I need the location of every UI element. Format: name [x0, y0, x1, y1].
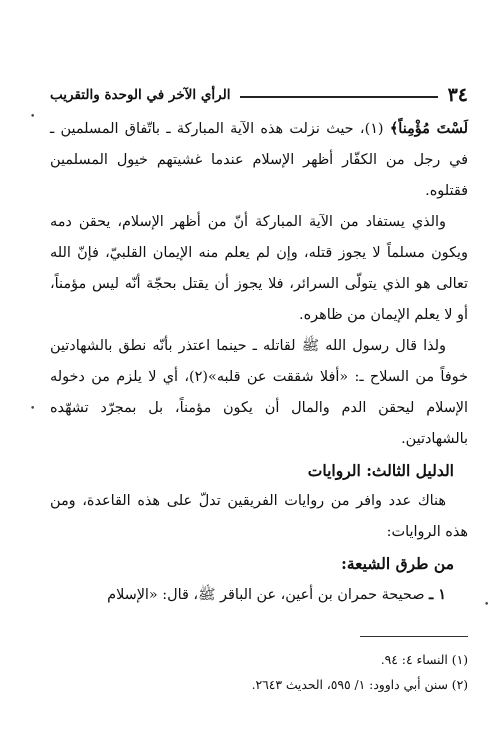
- paragraph-5-text: صحيحة حمران بن أعين، عن الباقر ﷺ، قال: «الإسلام: [107, 587, 430, 603]
- paragraph-3: [50, 331, 468, 455]
- paragraph-3-text-a: ولذا قال رسول الله ﷺ لقاتله ـ حينما اعتذر بأنّه نطق بالشهادتين خوفاً من السلاح ـ: «أفلا شققت عن قلبه»: [50, 338, 468, 385]
- section-heading-shia: من طرق الشيعة:: [341, 554, 454, 573]
- page-number: ٣٤: [447, 84, 468, 106]
- paragraph-1: [50, 113, 468, 207]
- paragraph-3-text-b: ، أي لا يلزم من دخوله الإسلام ليحقن الدم والمال أن يكون مؤمناً، بل بمجرّد تشهّده بالشهادتين.: [50, 369, 468, 447]
- section-heading-evidence: الدليل الثالث: الروايات: [307, 461, 454, 480]
- footnote-1-text: النساء ٤: ٩٤.: [380, 653, 452, 667]
- footnote-ref-2: (٢): [189, 369, 209, 385]
- margin-speck: •: [30, 112, 36, 122]
- running-title: الرأي الآخر في الوحدة والتقريب: [50, 87, 231, 103]
- page-header: [50, 84, 468, 106]
- paragraph-2: والذي يستفاد من الآية المباركة أنّ من أظهر الإسلام، يحقن دمه ويكون مسلماً لا يجوز قتله، وإن لم يعلم منه الإيمان القلبيّ، فإنّ الله تعالى هو الذي يتولّى السرائر، فلا يجوز أن يقتل بحجّة أنّه ليس مؤمناً، أو لا يعلم الإيمان من ظاهره.: [50, 214, 468, 323]
- main-text: [50, 113, 468, 611]
- footnote-ref-1: (١): [364, 121, 390, 137]
- footnote-2-number: (٢): [451, 678, 468, 692]
- paragraph-5: [50, 579, 468, 611]
- quran-quote: لَسْتَ مُؤْمِناً﴾: [389, 120, 469, 137]
- footnotes: [50, 648, 468, 698]
- footnote-separator: [360, 636, 468, 637]
- margin-speck: •: [484, 600, 490, 610]
- header-rule: [240, 96, 437, 98]
- footnote-2-text: سنن أبي داوود: ١/ ٥٩٥، الحديث ٢٦٤٣.: [251, 678, 452, 692]
- footnote-1: [50, 648, 468, 673]
- footnote-1-number: (١): [451, 653, 468, 667]
- margin-speck: •: [30, 404, 36, 414]
- paragraph-4: هناك عدد وافر من روايات الفريقين تدلّ على هذه القاعدة، ومن هذه الروايات:: [50, 493, 468, 540]
- footnote-2: [50, 673, 468, 698]
- paragraph-1-text: ، حيث نزلت هذه الآية المباركة ـ باتّفاق المسلمين ـ في رجل من الكفّار أظهر الإسلام عندما غشيتهم خيول المسلمين فقتلوه.: [50, 121, 468, 199]
- list-number: ١ ـ: [429, 586, 446, 603]
